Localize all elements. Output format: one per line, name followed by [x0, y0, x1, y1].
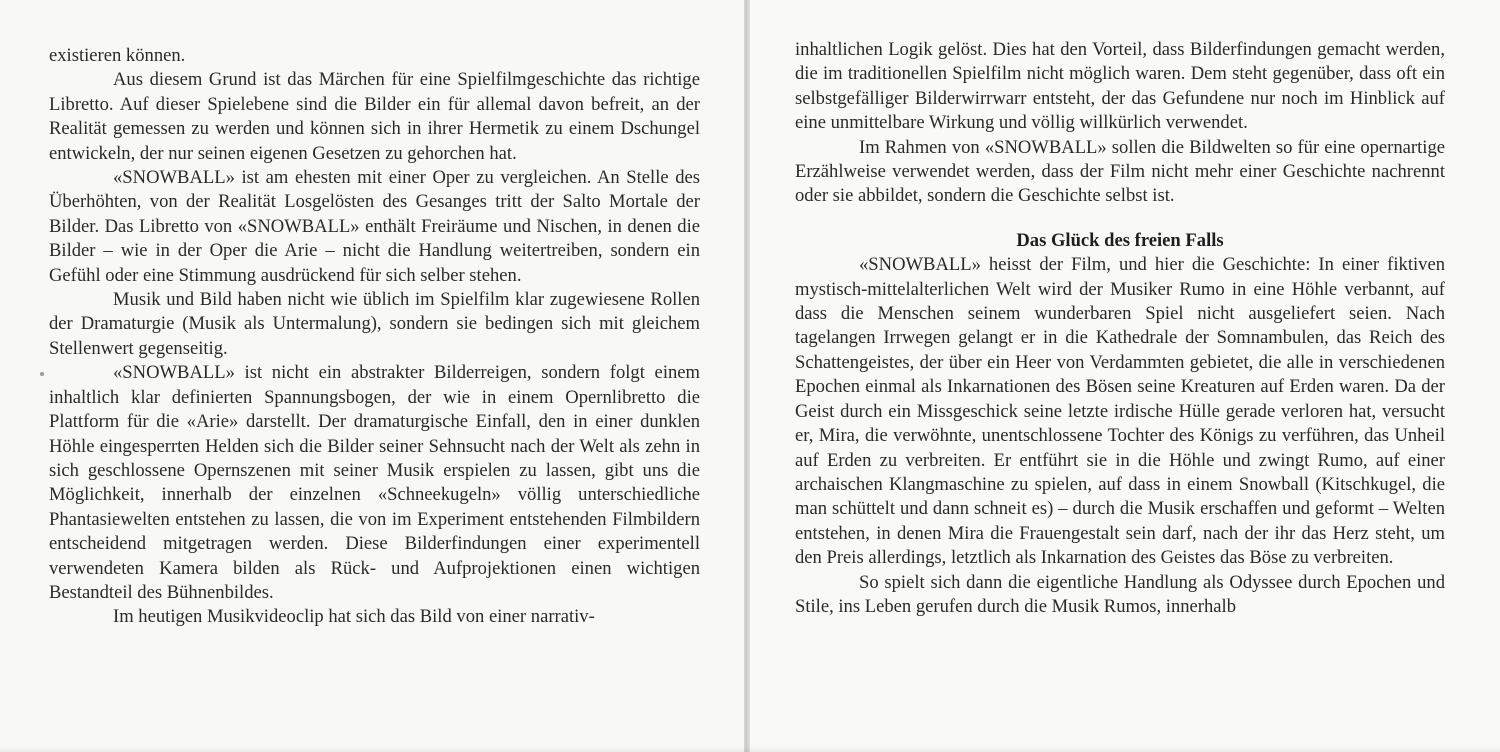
right-page-text: [795, 38, 1445, 619]
right-paragraph: So spielt sich dann die eigentliche Handlung als Odyssee durch Epochen und Stile, ins Leben gerufen durch die Musik Rumos, innerhalb: [795, 571, 1445, 617]
print-speck: [40, 372, 44, 376]
right-paragraph: «SNOWBALL» heisst der Film, und hier die Geschichte: In einer fiktiven mystisch-mittelalterlichen Welt wird der Musiker Rumo in eine Höhle verbannt, auf dass die Menschen seinem wunderbaren Spiel nicht ausgeliefert seien. Nach tagelangen Irrwegen gelangt er in die Kathedrale der Somnambulen, das Reich des Schattengeistes, der über ein Heer von Verdammten gebietet, die alle in verschiedenen Epochen einmal als Inkarnationen des Bösen seine Kreaturen auf Erden waren. Da der Geist durch ein Missgeschick seine letzte irdische Hülle gerade verloren hat, versucht er, Mira, die verwöhnte, unentschlossene Tochter des Königs zu verführen, das Unheil auf Erden zu verbreiten. Er entführt sie in die Höhle und zwingt Rumo, auf einer archaischen Klangmaschine zu spielen, auf dass in einem Snowball (Kitschkugel, die man schüttelt und dann schneit es) – durch die Musik erschaffen und geformt – Welten entstehen, in denen Mira die Frauengestalt sein darf, nach der ihr das Herz steht, um den Preis allerdings, letztlich als Inkarnation des Geistes das Böse zu verbreiten.: [795, 254, 1445, 569]
right-paragraph: inhaltlichen Logik gelöst. Dies hat den Vorteil, dass Bilderfindungen gemacht werden, die im traditionellen Spielfilm nicht möglich waren. Dem steht gegenüber, dass oft ein selbstgefälliger Bilderwirrwarr entsteht, der das Gefundene nur noch im Hinblick auf eine unmittelbare Wirkung und völlig willkürlich verwendet.: [795, 39, 1445, 134]
left-paragraph: «SNOWBALL» ist am ehesten mit einer Oper zu vergleichen. An Stelle des Überhöhten, von der Realität Losgelösten des Gesanges tritt der Salto Mortale der Bilder. Das Libretto von «SNOWBALL» enthält Freiräume und Nischen, in denen die Bilder – wie in der Oper die Arie – nicht die Handlung weitertreiben, sondern ein Gefühl oder eine Stimmung ausdrückend für sich selber stehen.: [49, 167, 700, 286]
left-paragraph: «SNOWBALL» ist nicht ein abstrakter Bilderreigen, sondern folgt einem inhaltlich klar definierten Spannungsbogen, der wie in einem Opernlibretto die Plattform für die «Arie» darstellt. Der dramaturgische Einfall, den in einer dunklen Höhle eingesperrten Helden sich die Bilder seiner Sehnsucht nach der Welt als zehn in sich geschlossene Opernszenen mit seiner Musik erspielen zu lassen, gibt uns die Möglichkeit, innerhalb der einzelnen «Schneekugeln» völlig unterschiedliche Phantasiewelten entstehen zu lassen, die von im Experiment entstehenden Filmbildern entscheidend mitgetragen werden. Diese Bilderfindungen einer experimentell verwendeten Kamera bilden als Rück- und Aufprojektionen einen wichtigen Bestandteil des Bühnenbildes.: [49, 362, 700, 603]
right-paragraph: Im Rahmen von «SNOWBALL» sollen die Bildwelten so für eine opernartige Erzählweise verwendet werden, dass der Film nicht mehr einer Geschichte nachrennt oder sie abbildet, sondern die Geschichte selbst ist.: [795, 136, 1445, 207]
left-paragraph: Im heutigen Musikvideoclip hat sich das Bild von einer narrativ-: [113, 606, 595, 628]
page-bottom-edge: [0, 746, 1500, 752]
right-page: [750, 0, 1500, 752]
left-page-text: [49, 44, 700, 630]
section-heading: Das Glück des freien Falls: [1016, 229, 1224, 251]
left-paragraph: existieren können.: [49, 45, 186, 66]
left-page: [0, 0, 745, 752]
left-paragraph: Musik und Bild haben nicht wie üblich im Spielfilm klar zugewiesene Rollen der Dramaturgie (Musik als Untermalung), sondern sie bedingen sich mit gleichem Stellenwert gegenseitig.: [49, 289, 700, 359]
left-paragraph: Aus diesem Grund ist das Märchen für eine Spielfilmgeschichte das richtige Libretto. Auf dieser Spielebene sind die Bilder ein für allemal davon befreit, an der Realität gemessen zu werden und können sich in ihrer Hermetik zu einem Dschungel entwickeln, der nur seinen eigenen Gesetzen zu gehorchen hat.: [49, 69, 700, 164]
